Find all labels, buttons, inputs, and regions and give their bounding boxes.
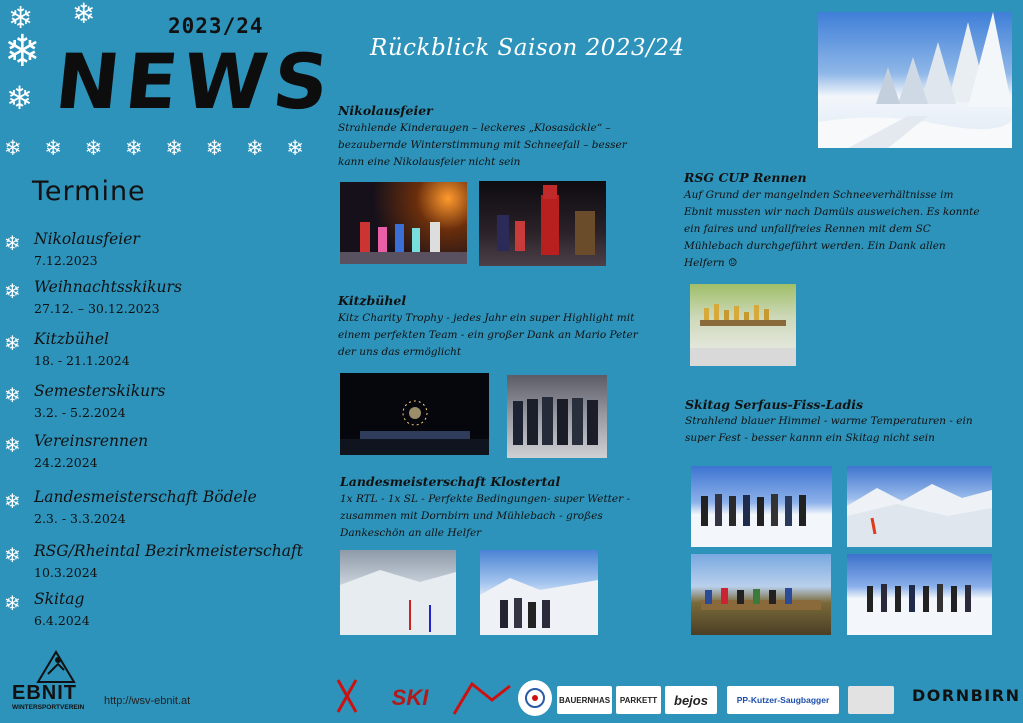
- snowflake-icon: ❄: [205, 136, 224, 160]
- klostertal-slope-photo: [340, 550, 456, 635]
- event-name: Nikolausfeier: [34, 230, 140, 248]
- page-headline: Rückblick Saison 2023/24: [370, 35, 685, 61]
- section-text: Strahlend blauer Himmel - warme Temperaturen - ein super Fest - besser kannn ein Skitag nicht sein: [685, 415, 973, 444]
- snowflake-icon: ❄: [4, 26, 41, 77]
- skitag-group-photo-2: [847, 554, 992, 635]
- snowflake-icon: ❄: [72, 0, 96, 30]
- section-text: Strahlende Kinderaugen – leckeres „Klosasäckle“ – bezaubernde Winterstimmung mit Schneefall – besser kann eine Nikolausfeier nicht sein: [338, 122, 627, 168]
- sponsor-logo-grey: [848, 686, 894, 714]
- event-name: Weihnachtsskikurs: [34, 278, 182, 296]
- snowflake-icon: ❄: [44, 136, 62, 160]
- event-date: 2.3. - 3.3.2024: [34, 511, 126, 526]
- event-date: 27.12. – 30.12.2023: [34, 301, 160, 316]
- snowflake-icon: ❄: [124, 136, 143, 160]
- sponsor-logo-bejos: bejos: [665, 686, 717, 714]
- klostertal-group-photo: [480, 550, 598, 635]
- section-title: Skitag Serfaus-Fiss-Ladis: [685, 397, 864, 412]
- section-text: Kitz Charity Trophy - jedes Jahr ein super Highlight mit einem perfekten Team - ein großer Dank an Mario Peter der uns das ermöglicht: [338, 312, 638, 358]
- sponsor-logo-round-icon: [518, 680, 552, 716]
- section-title: Kitzbühel: [338, 293, 407, 308]
- snowflake-icon: ❄: [4, 591, 21, 615]
- event-name: Vereinsrennen: [34, 432, 149, 450]
- skitag-group-photo-1: [691, 466, 832, 547]
- sponsor-logo-kutzer: PP-Kutzer-Saugbagger: [727, 686, 839, 714]
- skitag-hut-photo: [691, 554, 831, 635]
- event-name: Kitzbühel: [34, 330, 109, 348]
- news-title: NEWS: [51, 37, 339, 126]
- section-title: Landesmeisterschaft Klostertal: [340, 474, 561, 489]
- snowflake-icon: ❄: [6, 79, 33, 117]
- sponsor-logo-red-icon: [452, 680, 512, 716]
- winter-forest-photo: [818, 12, 1012, 148]
- event-date: 7.12.2023: [34, 253, 98, 268]
- snowflake-icon: ❄: [4, 543, 21, 567]
- event-date: 18. - 21.1.2024: [34, 353, 130, 368]
- snowflake-icon: ❄: [245, 136, 264, 160]
- nikolaus-photo-1: [340, 182, 467, 264]
- sponsor-logo-skier-icon: [330, 676, 364, 716]
- snowflake-icon: ❄: [165, 136, 183, 160]
- sponsor-logo-bauernhas: BAUERNHAS: [557, 686, 612, 714]
- snowflake-icon: ❄: [4, 433, 21, 457]
- snowflake-icon: ❄: [84, 136, 103, 160]
- skitag-mountain-photo: [847, 466, 992, 547]
- event-date: 24.2.2024: [34, 455, 98, 470]
- kitzbuehel-fireworks-photo: [340, 373, 489, 455]
- club-name: EBNIT: [12, 682, 77, 704]
- section-text: Auf Grund der mangelnden Schneeverhältnisse im Ebnit mussten wir nach Damüls ausweichen. Es konnte ein faires und unfallfreies Rennen mit dem SC Mühlebach durchgeführt werden. Ein Dank allen Helfern ☺: [684, 189, 980, 269]
- sponsor-logo-ski: SKI: [391, 685, 429, 710]
- snowflake-icon: ❄: [4, 489, 21, 513]
- sponsor-logo-parkett: PARKETT: [616, 686, 661, 714]
- event-name: Skitag: [34, 590, 85, 608]
- club-logo-icon: [36, 648, 76, 684]
- snowflake-icon: ❄: [4, 331, 21, 355]
- year-label: 2023/24: [168, 14, 264, 38]
- event-date: 6.4.2024: [34, 613, 90, 628]
- club-subtitle: WINTERSPORTVEREIN: [12, 704, 85, 711]
- snowflake-icon: ❄: [286, 136, 304, 160]
- event-name: Landesmeisterschaft Bödele: [34, 488, 257, 506]
- snowflake-icon: ❄: [8, 1, 34, 36]
- termine-heading: Termine: [32, 176, 146, 207]
- rsg-cup-trophies-photo: [690, 284, 796, 366]
- snowflake-icon: ❄: [4, 279, 21, 303]
- website-link[interactable]: http://wsv-ebnit.at: [104, 695, 191, 707]
- event-date: 10.3.2024: [34, 565, 98, 580]
- nikolaus-photo-2: [479, 181, 606, 266]
- section-title: Nikolausfeier: [338, 103, 433, 118]
- snowflake-icon: ❄: [4, 383, 21, 407]
- event-name: RSG/Rheintal Bezirkmeisterschaft: [34, 542, 303, 560]
- section-text: 1x RTL - 1x SL - Perfekte Bedingungen- super Wetter - zusammen mit Dornbirn und Mühlebach - großes Dankeschön an alle Helfer: [340, 493, 631, 539]
- snowflake-divider: [4, 138, 304, 159]
- section-title: RSG CUP Rennen: [684, 170, 807, 185]
- event-name: Semesterskikurs: [34, 382, 166, 400]
- kitzbuehel-team-photo: [507, 375, 607, 458]
- snowflake-icon: ❄: [4, 231, 21, 255]
- snowflake-icon: ❄: [4, 136, 22, 160]
- event-date: 3.2. - 5.2.2024: [34, 405, 126, 420]
- sponsor-logo-dornbirn: DORNBIRN: [912, 686, 1021, 705]
